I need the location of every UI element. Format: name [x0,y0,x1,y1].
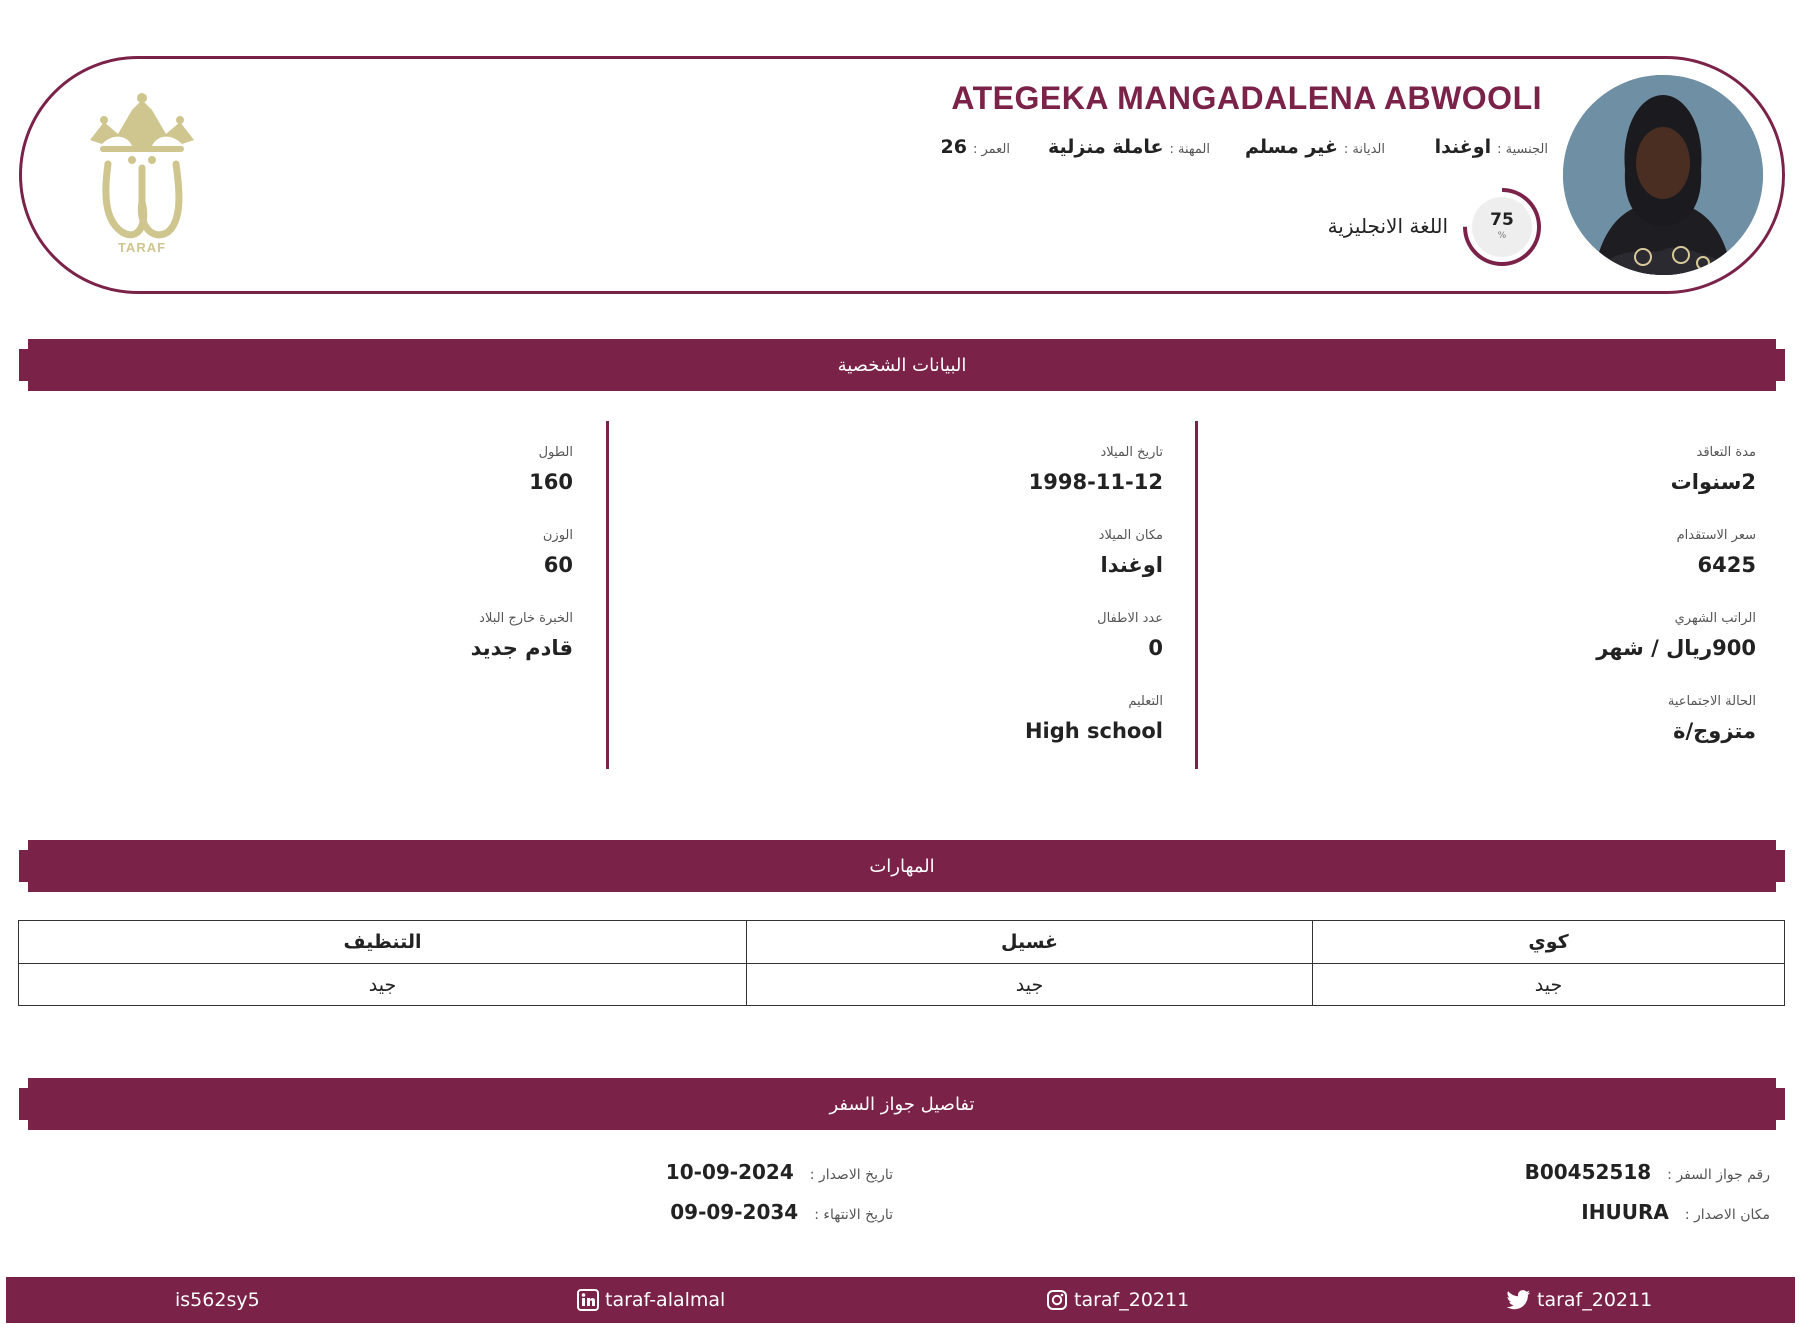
passport-issue-place-field: مكان الاصدار :IHUURA [1581,1200,1770,1224]
language-percent: 75 [1490,210,1514,230]
footer-code: is562sy5 [175,1289,260,1311]
passport-issue-date-field: تاريخ الاصدار :2024-09-10 [665,1160,893,1184]
passport-section-banner [19,1078,1785,1130]
section-title: المهارات [869,855,935,877]
age-field: العمر :26 [940,136,1010,158]
skill-level-cleaning: جيد [19,964,747,1006]
passport-expiry-date-field: تاريخ الانتهاء :2034-09-09 [670,1200,893,1224]
linkedin-icon [577,1289,599,1311]
instagram-link[interactable]: taraf_20211 [1046,1287,1189,1313]
marital-status-field: الحالة الاجتماعية متزوج/ة [1667,694,1756,743]
instagram-icon [1046,1289,1068,1311]
twitter-icon [1507,1289,1531,1311]
height-field: الطول 160 [529,445,573,494]
birth-place-field: مكان الميلاد اوغندا [1098,528,1163,577]
table-row [19,964,1785,1006]
column-divider [606,421,609,769]
taraf-logo [82,92,202,260]
skill-level-ironing: جيد [1313,964,1785,1006]
children-count-field: عدد الاطفال 0 [1097,611,1163,660]
passport-number-field: رقم جواز السفر :B00452518 [1524,1160,1770,1184]
worker-photo [1563,75,1763,275]
weight-field: الوزن 60 [542,528,573,577]
skill-header-washing: غسيل [747,921,1313,964]
contract-duration-field: مدة التعاقد 2سنوات [1670,445,1756,494]
language-name: اللغة الانجليزية [1327,214,1448,238]
monthly-salary-field: الراتب الشهري 900ريال / شهر [1596,611,1756,660]
section-title: البيانات الشخصية [837,354,967,376]
skills-table [18,920,1785,1006]
skill-header-cleaning: التنظيف [19,921,747,964]
personal-section-banner [19,339,1785,391]
birth-date-field: تاريخ الميلاد 1998-11-12 [1028,445,1163,494]
column-divider [1195,421,1198,769]
skill-header-ironing: كوي [1313,921,1785,964]
recruitment-price-field: سعر الاستقدام 6425 [1676,528,1756,577]
linkedin-link[interactable]: taraf-alalmal [577,1287,725,1313]
skills-section-banner [19,840,1785,892]
worker-name: ATEGEKA MANGADALENA ABWOOLI [951,80,1542,116]
table-header-row [19,921,1785,964]
religion-field: الديانة :غير مسلم [1245,136,1385,158]
experience-abroad-field: الخبرة خارج البلاد قادم جديد [470,611,573,660]
profession-field: المهنة :عاملة منزلية [1047,136,1210,158]
logo-text: TARAF [117,240,167,255]
nationality-field: الجنسية :اوغندا [1434,136,1548,158]
skill-level-washing: جيد [747,964,1313,1006]
section-title: تفاصيل جواز السفر [829,1093,975,1115]
twitter-link[interactable]: taraf_20211 [1507,1287,1652,1313]
language-percent-sign: % [1497,231,1507,241]
education-field: التعليم High school [1024,694,1163,743]
